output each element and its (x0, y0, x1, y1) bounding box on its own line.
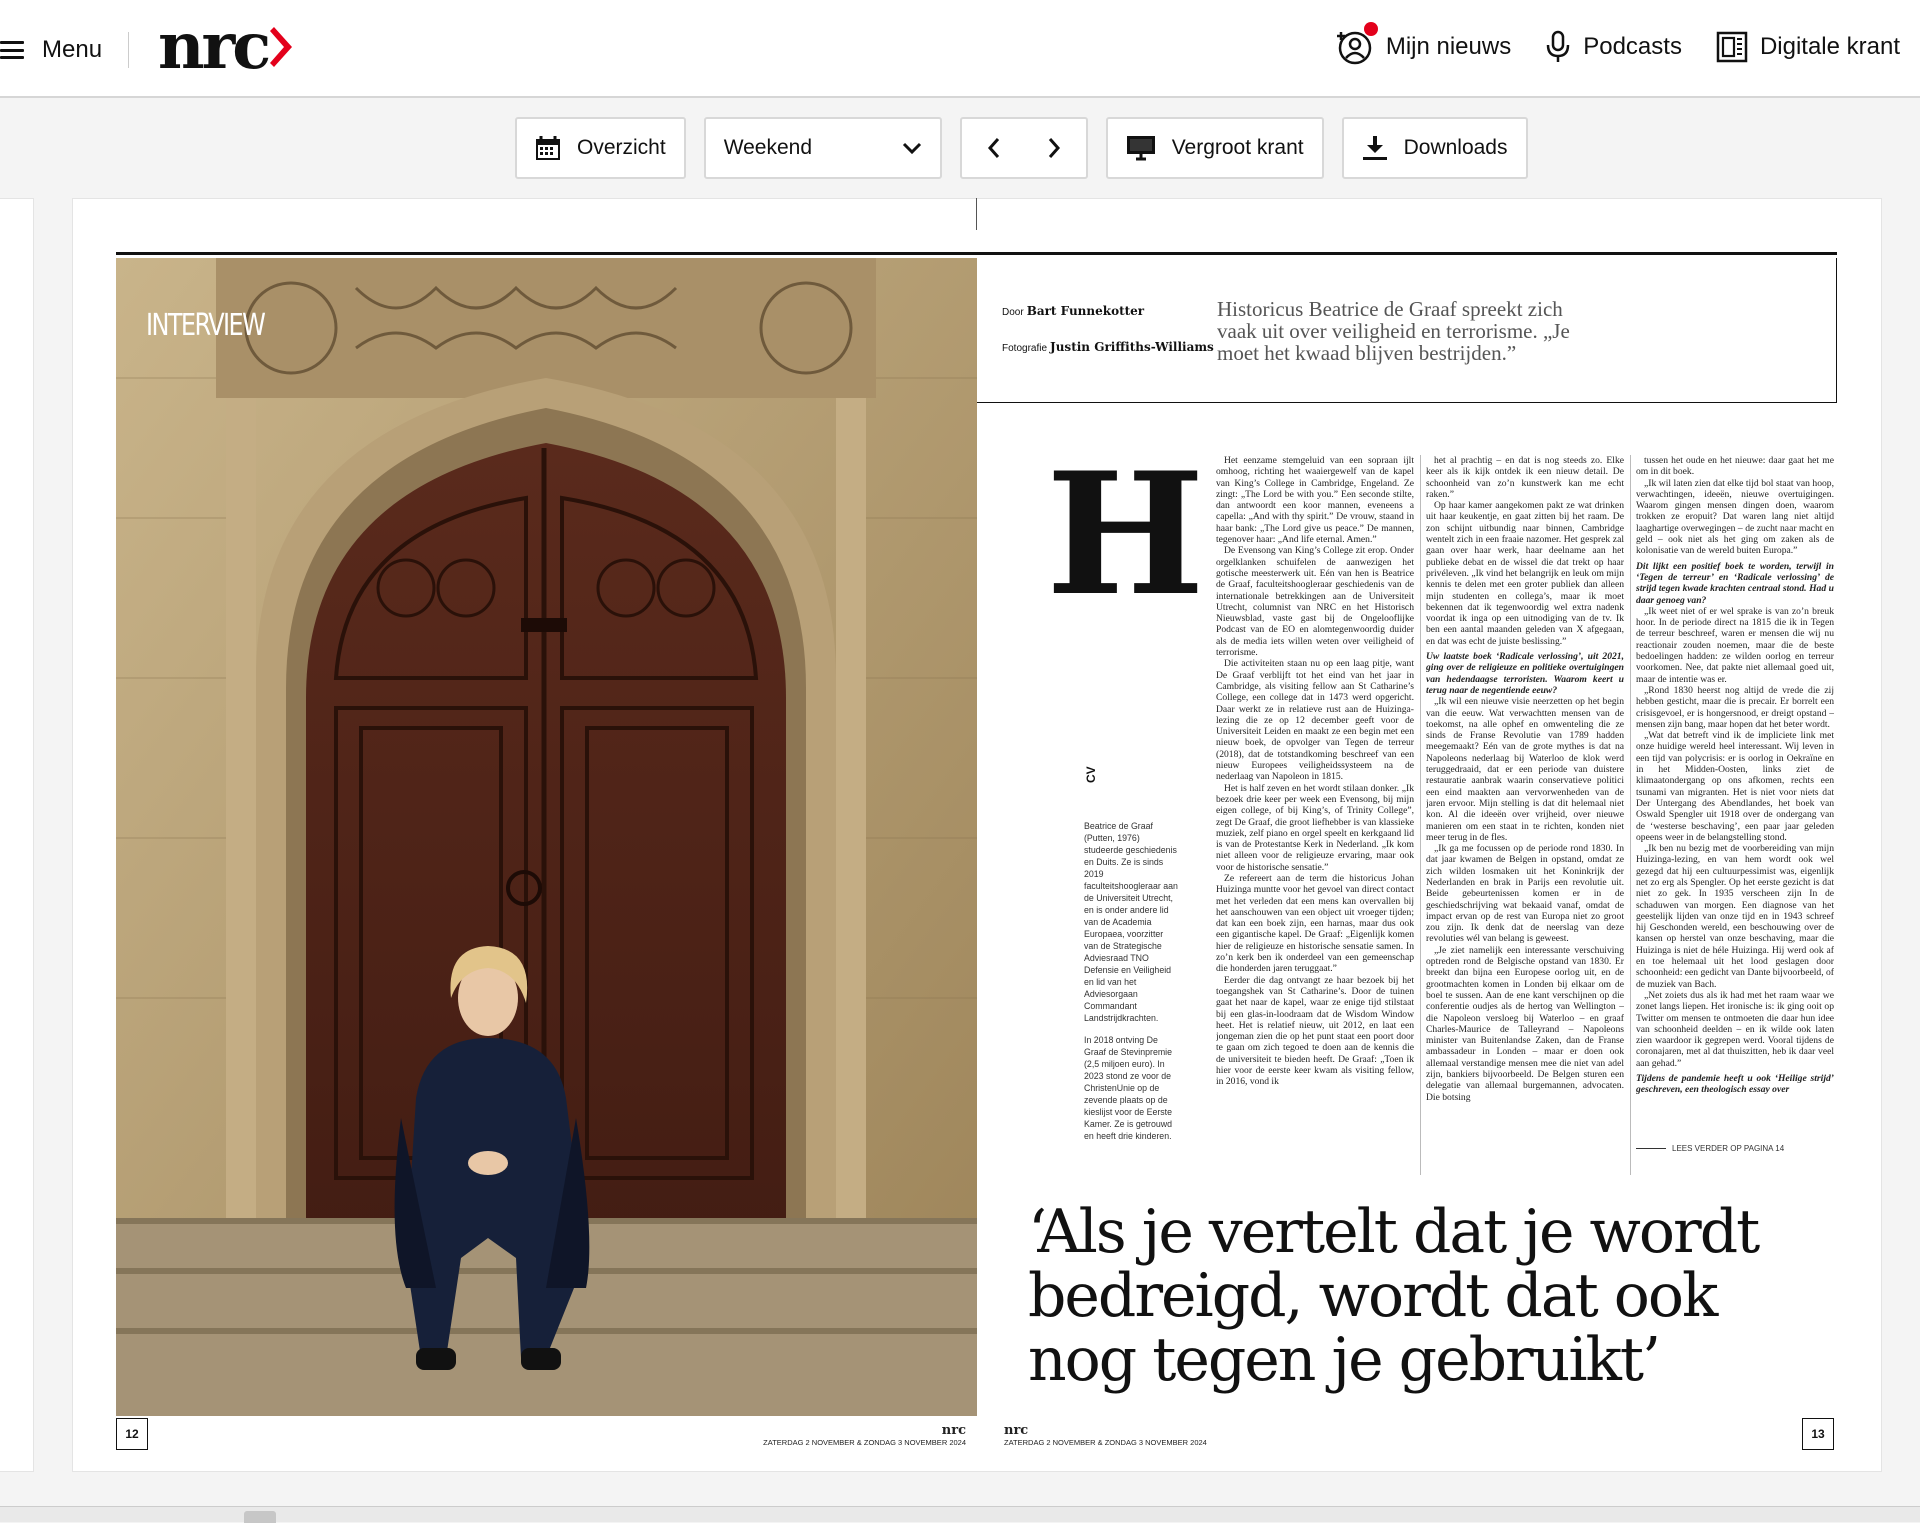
newspaper-spread (116, 252, 1837, 1447)
nav-podcasts[interactable] (1545, 30, 1682, 64)
logo-chevron-icon (270, 25, 296, 69)
horizontal-scrollbar[interactable] (0, 1506, 1920, 1522)
nav-label: Mijn nieuws (1385, 33, 1512, 60)
edition-toolbar (515, 117, 1528, 179)
interview-question: Tijdens de pandemie heeft u ook ‘Heilige strijd’ geschreven, een theologisch essay over (1636, 1073, 1834, 1096)
page-pager (960, 117, 1088, 179)
overview-button[interactable] (515, 117, 686, 179)
column-rule (1420, 455, 1421, 1175)
interview-question: Dit lijkt een positief boek te worden, terwijl in ‘Tegen de terreur’ en ‘Radicale verlossing’ de strijd tegen kwade krachten centraal stond. Had u daar genoeg van? (1636, 560, 1834, 606)
paragraph: „Je ziet namelijk een interessante verschuiving optreden rond de Belgische opstand van 1830. Er breekt dan bijna een Europese oorlog uit, en de grootmachten komen in Londen bij elkaar om de boel te sussen. Aan de ene kant verschijnen op die conferentie oudjes als de hertog van Wellington – die Napoleon versloeg bij Waterloo – en graaf Charles-Maurice de Talleyrand – Napoleons minister van Buitenlandse Zaken, dan de Franse ambassadeur in Londen – maar er doen ook allemaal verstandige mensen mee die niet van adel zijn, bankiers bijvoorbeeld. De Belgen sturen een delegatie van allemaal burgemannen, advocaten. Die botsing (1426, 944, 1624, 1103)
paragraph: Die activiteiten staan nu op een laag pitje, want De Graaf verblijft tot het eind van het jaar in Cambridge, als visiting fellow aan St Catharine’s College, een college dat in 1473 werd opgericht. Daar werkt ze in relatieve rust aan de Huizinga-lezing die ze op 12 december geeft voor de Universiteit Leiden en maakt ze een begin met een nieuw boek, de opvolger van Tegen de terreur (2018), dat de totstandkoming beschreef van een nieuw Europees veiligheidssysteem na de nederlaag van Napoleon in 1815. (1216, 658, 1414, 783)
photographer-line (1002, 340, 1214, 354)
cv-paragraph: In 2018 ontving De Graaf de Stevinpremie (2,5 miljoen euro). In 2023 stond ze voor de ChristenUnie op de zevende plaats op de kieslijst voor de Eerste Kamer. Ze is getrouwd en heeft drie kinderen. (1084, 1035, 1173, 1141)
footer-masthead: nrc (1004, 1423, 1029, 1438)
footer-right (1004, 1423, 1264, 1447)
chevron-left-icon[interactable] (987, 137, 1001, 159)
scrollbar-thumb[interactable] (244, 1511, 276, 1523)
paragraph: „Ik wil een nieuwe visie neerzetten op het begin van die eeuw. Wat verwachtten mensen van de toekomst, na alle ophef en omwenteling die ze sinds de Franse Revolutie van 1789 hadden meegemaakt? Eén van de grote mythes is dat na Napoleons nederlaag bij Waterloo de klok werd teruggedraaid, dat er een periode van duistere restauratie aanbrak waarin conservatieve politici een eind maakten aan vervorwenheden van de jaren ervoor. Mijn stelling is dat dit helemaal niet kon. Al die ideeën over vrijheid, over nieuwe manieren om een staat in te richten, konden niet meer terug in de fles. (1426, 696, 1624, 843)
top-nav (1336, 28, 1900, 66)
menu-label: Menu (42, 36, 103, 63)
byline-box (977, 258, 1837, 403)
author-line (1002, 304, 1144, 318)
paragraph: Op haar kamer aangekomen pakt ze wat drinken uit haar keukentje, en gaat zitten bij het raam. De zon schijnt uitbundig naar binnen, Cambridge wentelt zich in een fraaie nazomer. Het gesprek zal gaan over haar werk, haar deelname aan het publieke debat en de wissel die dat trekt op haar privéleven. „Ik vind het belangrijk en leuk om mijn kennis te delen met een groter publiek dan alleen mijn studenten en collega’s, maar ik moet bekennen dat ik tegenwoordig wel extra nadenk voordat ik inga op een uitnodiging van de tv. Ik ben een aantal maanden geleden van X afgegaan, en dat was echt de juiste beslissing.” (1426, 500, 1624, 647)
menu-button[interactable] (0, 30, 102, 70)
read-more-note: LEES VERDER OP PAGINA 14 (1636, 1144, 1784, 1153)
nav-mijn-nieuws[interactable] (1336, 28, 1511, 66)
user-notification-icon (1336, 28, 1374, 66)
edition-selected-value: Weekend (723, 136, 813, 159)
nrc-logo[interactable] (158, 9, 296, 84)
logo-text: nrc (158, 9, 269, 84)
chevron-down-icon (902, 141, 922, 155)
footer-left (716, 1423, 966, 1447)
spread-fold-line (976, 198, 977, 230)
paragraph: tussen het oude en het nieuwe: daar gaat het me om in dit boek. (1636, 455, 1834, 478)
cv-box (1084, 820, 1179, 1152)
paragraph: „Wat dat betreft vind ik de impliciete link met onze huidige wereld heel interessant. Wij leven in een tijd van polycrisis: er is oorlog in Oekraïne en in het Midden-Oosten, links ziet de klimaatondergang op ons afkomen, rechts een tsunami van migranten. Het is niet voor niets dat Der Untergang des Abendlandes, het boek van Oswald Spengler uit 1918 over de ondergang van de ‘westerse beschaving’, een paar jaar geleden opeens weer in de belangstelling stond. (1636, 730, 1834, 843)
download-icon (1362, 135, 1388, 161)
cv-heading: CV (1084, 766, 1098, 783)
hamburger-icon (0, 41, 24, 59)
downloads-label: Downloads (1403, 136, 1508, 159)
column-rule (1630, 455, 1631, 1175)
author-name: Bart Funnekotter (1026, 304, 1145, 318)
paragraph: „Ik ben nu bezig met de voorbereiding van mijn Huizinga-lezing, en van hem wordt ook wel gezegd dat hij een cultuurpessimist was, eigenlijk net zo erg als Spengler. Op het eerste gezicht is dat niet zo gek. In 1935 verscheen zijn In de schaduwen van morgen. Een diagnose van het geestelijk lijden van onze tijd en in 1943 schreef hij Geschonden wereld, een beschouwing over de kansen op herstel van onze beschaving, maar die Huizinga is niet de héle Huizinga. Hij werd ook af en toe helemaal uit het lood geslagen door schoonheid: een gedicht van Dante bijvoorbeeld, of de muziek van Bach. (1636, 843, 1834, 990)
paragraph: „Ik wil laten zien dat elke tijd bol staat van hoop, verwachtingen, ideeën, nieuwe overtuigingen. Waarom gingen mensen dingen doen, waarom trokken ze eropuit? Dat waren lang niet altijd laaghartige overwegingen – de zucht naar macht en geld – ook niet als het ging om zaken als de kolonisatie van de wereld buiten Europa.” (1636, 477, 1834, 557)
nav-label: Podcasts (1583, 33, 1682, 60)
paragraph: het al prachtig – en dat is nog steeds zo. Elke keer als ik kijk ontdek ik een nieuw detail. De schoonheid van zo’n kunstwerk kan me echt raken.” (1426, 455, 1624, 500)
paragraph: Ze refereert aan de term die historicus Johan Huizinga muntte voor het gevoel van direct contact met het verleden dat een mens kan overvallen bij het aanschouwen van een object uit vroeger tijden; dat kan een boek zijn, een harnas, maar dus ook een gigantische kapel. De Graaf: „Eigenlijk komen hier de religieuze en historische sensatie samen. In zo’n kerk ben ik onderdeel van een gemeenschap die honderden jaren teruggaat.” (1216, 872, 1414, 975)
section-label: INTERVIEW (146, 308, 265, 343)
zoom-label: Vergroot krant (1171, 136, 1304, 159)
paragraph: Het eenzame stemgeluid van een sopraan ijlt omhoog, richting het waaiergewelf van de kapel van King’s College in Cambridge, Engeland. Ze zingt: „The Lord be with you.” Een seconde stilte, dan antwoordt een koor mannen, eveneens a capella: „And with thy spirit.” De vrouw, staand in haar bank: „The Lord give us peace.” De mannen, tegenover haar: „And life eternal. Amen.” (1216, 455, 1414, 546)
article-column-1 (1216, 455, 1414, 1125)
drop-cap: H (1046, 435, 1205, 633)
overview-label: Overzicht (577, 136, 666, 159)
microphone-icon (1545, 30, 1571, 64)
footer-date: ZATERDAG 2 NOVEMBER & ZONDAG 3 NOVEMBER 2024 (1004, 1438, 1207, 1447)
article-column-3 (1636, 455, 1834, 1125)
photographer-prefix: Fotografie (1002, 343, 1048, 354)
previous-spread-edge[interactable] (0, 198, 34, 1472)
article-column-2 (1426, 455, 1624, 1125)
zoom-paper-button[interactable] (1106, 117, 1324, 179)
newspaper-icon (1716, 31, 1748, 63)
paragraph: „Ik ga me focussen op de periode rond 1830. In dat jaar kwamen de Belgen in opstand, omdat ze zich wilden losmaken uit het Koninkrijk der Nederlanden en brak in Parijs een revolutie uit. Beide gebeurtenissen komen er in de geschiedschrijving wat bekaaid vanaf, omdat de impact ervan op de rest van Europa niet zo groot zou zijn. Ik denk dat de neerslag van deze revoluties wél van belang is geweest. (1426, 843, 1624, 945)
author-prefix: Door (1002, 307, 1024, 318)
paragraph: Het is half zeven en het wordt stilaan donker. „Ik bezoek drie keer per week een Evensong, bij mijn eigen college, of bij King’s, of Trinity College”, zegt De Graaf, die groot liefhebber is van klassieke muziek, zelf piano en orgel speelt en kerkgaand lid is van de Protestantse Kerk in Nederland. „Ik kom niet alleen voor de religieuze ervaring, maar ook voor de historische sensatie.” (1216, 782, 1414, 873)
page-number-right: 13 (1802, 1418, 1834, 1450)
paragraph: Eerder die dag ontvangt ze haar bezoek bij het toegangshek van St Catharine’s. Door de tuinen gaat het naar de kapel, waar ze enige tijd stilstaat bij een glas-in-loodraam dat de Wisdom Window heet. Het is relatief nieuw, uit 2012, en laat een jongeman zien die op het punt staat een poort door te gaan om zich tegoed te doen aan de kennis die de universiteit te bieden heeft. De Graaf: „Toen ik hier voor de eerste keer kwam als visiting fellow, in 2016, vond ik (1216, 974, 1414, 1088)
page-number-left: 12 (116, 1418, 148, 1450)
notification-badge (1364, 22, 1378, 36)
article-lead: Historicus Beatrice de Graaf spreekt zich vaak uit over veiligheid en terrorisme. „Je moet het kwaad blijven bestrijden.” (1217, 297, 1570, 365)
chevron-right-icon[interactable] (1047, 137, 1061, 159)
footer-masthead: nrc (941, 1423, 966, 1438)
article-photo (116, 258, 977, 1416)
paragraph: „Ik weet niet of er wel sprake is van zo’n breuk hoor. In de periode direct na 1815 die ik in Tegen de terreur beschreef, waren er mensen die wij nu reactionair zouden noemen, maar die de beste bedoelingen hadden: ze wilden oorlog en terreur voorkomen. Nee, dat pakte niet allemaal goed uit, maar de intentie was er. (1636, 605, 1834, 685)
interview-question: Uw laatste boek ‘Radicale verlossing’, uit 2021, ging over de religieuze en politieke overtuigingen van hedendaagse terroristen. Waarom keert u terug naar de negentiende eeuw? (1426, 651, 1624, 696)
article-headline: ‘Als je vertelt dat je wordt bedreigd, wordt dat ook nog tegen je gebruikt’ (1028, 1197, 1759, 1395)
downloads-button[interactable] (1342, 117, 1528, 179)
monitor-icon (1126, 135, 1156, 161)
paragraph: „Rond 1830 heerst nog altijd de vrede die zij hebben gesticht, maar die is precair. Er borrelt een crisisgevoel, er is hongersnood, er dreigt opstand – mensen zijn bang, maar hopen dat het beter wordt. (1636, 684, 1834, 730)
photographer-name: Justin Griffiths-Williams (1050, 340, 1214, 354)
cv-paragraph: Beatrice de Graaf (Putten, 1976) studeerde geschiedenis en Duits. Ze is sinds 2019 faculteitshoogleraar aan de Universiteit Utrecht, en is onder andere lid van de Academia Europaea, voorzitter van de Strategische Adviesraad TNO Defensie en Veiligheid en lid van het Adviesorgaan Commandant Landstrijdkrachten. (1084, 821, 1178, 1023)
paragraph: „Net zoiets dus als ik had met het raam waar we zonet langs liepen. Het ironische is: ik ging ooit op Twitter om mensen te ontmoeten die daar hun idee van schoonheid deelden – en ik wilde ook laten zien waardoor ik gegrepen werd. Vooral tijdens de coronajaren, met al dat thuiszitten, heb ik daar veel aan gehad.” (1636, 989, 1834, 1069)
edition-select[interactable] (704, 117, 942, 179)
divider (128, 32, 129, 68)
top-bar (0, 0, 1920, 98)
footer-date: ZATERDAG 2 NOVEMBER & ZONDAG 3 NOVEMBER 2024 (763, 1438, 966, 1447)
nav-digitale-krant[interactable] (1716, 31, 1900, 63)
calendar-icon (535, 135, 561, 161)
paragraph: De Evensong van King’s College zit erop. Onder orgelklanken schuifelen de aanwezigen het gotische meesterwerk uit. Eén van hen is Beatrice de Graaf, faculteitshoogleraar geschiedenis van de internationale betrekkingen aan de Universiteit Utrecht, columnist van NRC en het Historisch Nieuwsblad, vaste gast bij de Ongelooflijke Podcast van de EO en alomtegenwoordig duider als de media iets willen weten over veiligheid of terrorisme. (1216, 545, 1414, 659)
nav-label: Digitale krant (1759, 33, 1900, 60)
